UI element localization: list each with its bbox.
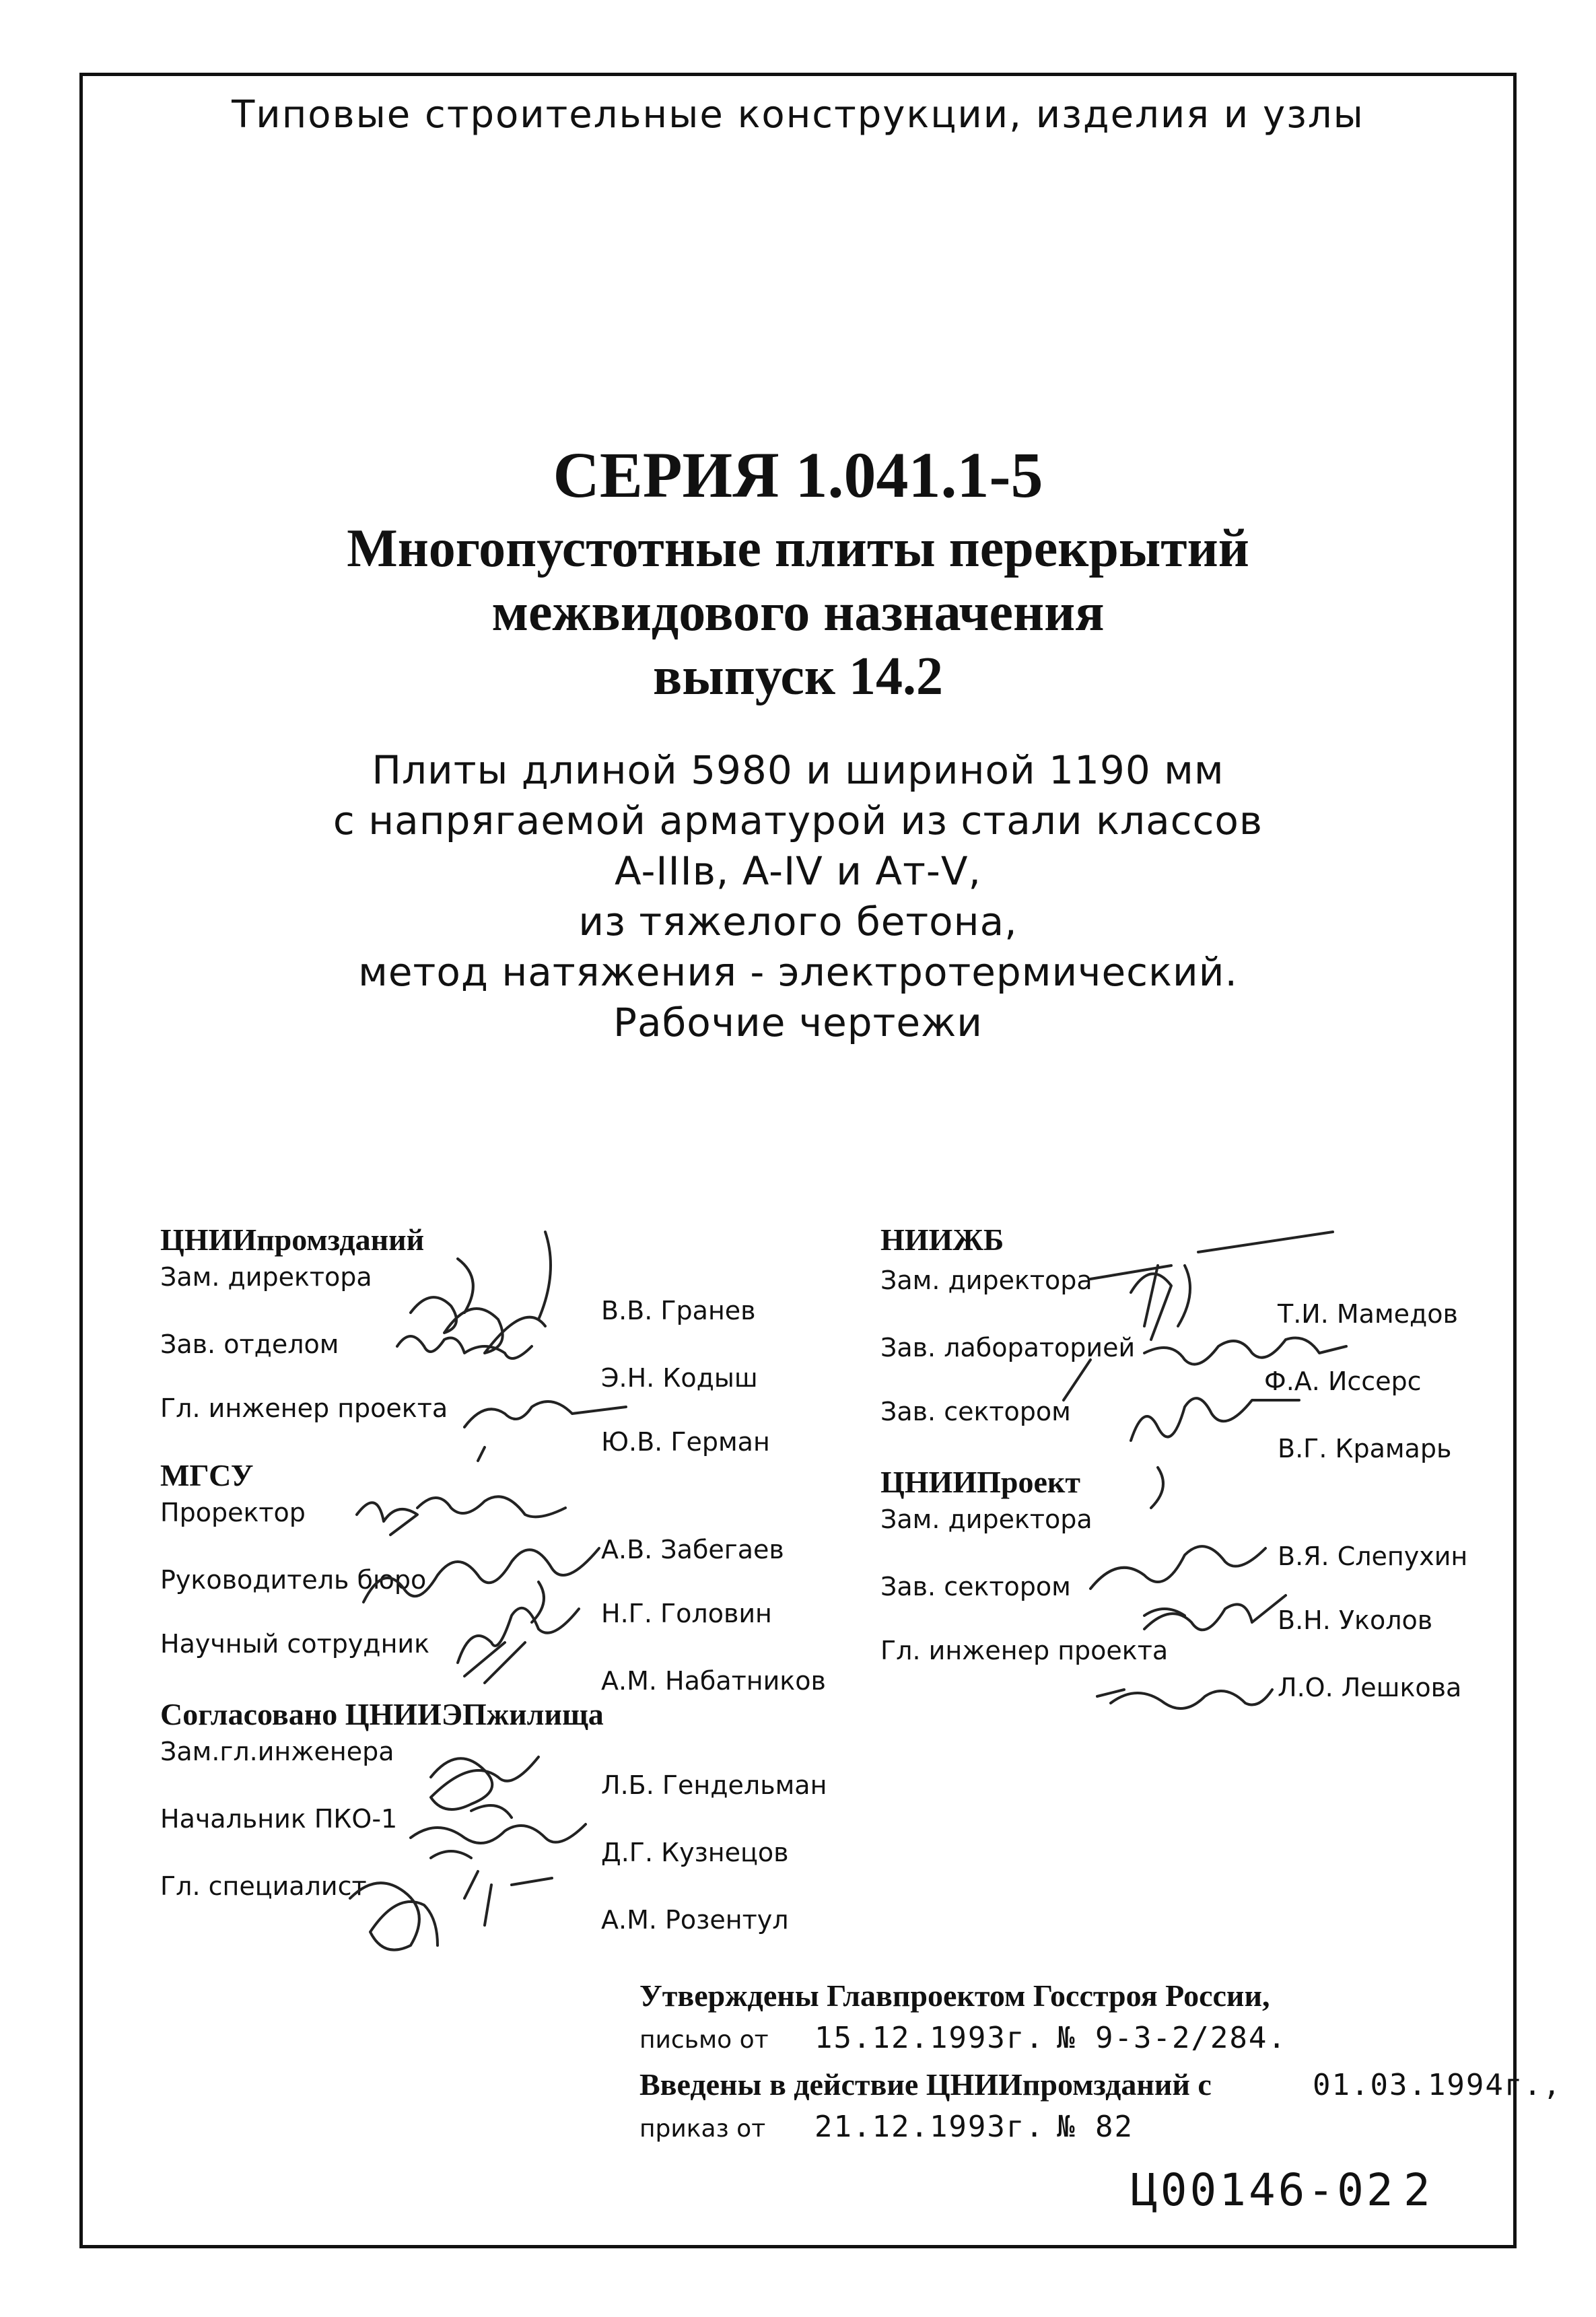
person-name: В.Г. Крамарь xyxy=(1278,1434,1452,1463)
description-line-3: A-IIIв, A-IV и Aт-V, xyxy=(615,848,981,894)
order-date: 21.12.1993г. xyxy=(814,2110,1045,2144)
org-mgsu: МГСУ xyxy=(160,1458,254,1492)
role: Научный сотрудник xyxy=(160,1629,430,1659)
role: Зав. сектором xyxy=(880,1572,1071,1601)
person-name: Э.Н. Кодыш xyxy=(601,1363,758,1393)
title-line-1: Многопустотные плиты перекрытий xyxy=(347,519,1249,578)
description-line-6: Рабочие чертежи xyxy=(613,1000,983,1045)
role: Гл. инженер проекта xyxy=(160,1393,448,1423)
role: Проректор xyxy=(160,1498,306,1527)
role: Зав. отделом xyxy=(160,1329,339,1359)
person-name: Ф.А. Иссерс xyxy=(1264,1367,1422,1396)
document-code: Ц00146-02 xyxy=(1131,2164,1396,2216)
header-line: Типовые строительные конструкции, изделия и узлы xyxy=(232,93,1364,137)
letter-date: 15.12.1993г. xyxy=(814,2021,1045,2055)
org-tsniiproekt: ЦНИИПроект xyxy=(880,1465,1081,1499)
page-number: 2 xyxy=(1403,2164,1433,2216)
signature-gendelman xyxy=(431,1757,539,1818)
title-line-3: выпуск 14.2 xyxy=(653,647,943,706)
role: Гл. инженер проекта xyxy=(880,1636,1169,1665)
approval-line-2: Введены в действие ЦНИИпромзданий с xyxy=(639,2067,1212,2102)
org-niizhb: НИИЖБ xyxy=(880,1222,1004,1257)
effective-date: 01.03.1994г., xyxy=(1313,2068,1562,2102)
person-name: В.В. Гранев xyxy=(601,1296,756,1325)
signature-mamedov xyxy=(1090,1232,1333,1340)
order-number: № 82 xyxy=(1057,2110,1134,2144)
signature-rozentul xyxy=(350,1871,552,1950)
signature-granev xyxy=(411,1232,551,1353)
signature-german xyxy=(464,1402,626,1461)
person-name: А.М. Набатников xyxy=(601,1666,826,1696)
person-name: А.М. Розентул xyxy=(601,1905,789,1935)
role: Зам. директора xyxy=(880,1266,1092,1295)
signature-nabatnikov xyxy=(458,1608,579,1683)
person-name: Л.О. Лешкова xyxy=(1278,1673,1462,1702)
person-name: А.В. Забегаев xyxy=(601,1535,784,1564)
approval-line-1: Утверждены Главпроектом Госстроя России, xyxy=(639,1978,1270,2013)
description-line-2: с напрягаемой арматурой из стали классов xyxy=(333,798,1263,843)
role: Зам.гл.инженера xyxy=(160,1737,394,1766)
role: Зам. директора xyxy=(880,1505,1092,1534)
letter-number: № 9-3-2/284. xyxy=(1057,2021,1287,2055)
role: Гл. специалист xyxy=(160,1871,367,1901)
org-tsniiepzhilishcha: Согласовано ЦНИИЭПжилища xyxy=(160,1697,604,1731)
person-name: В.Н. Уколов xyxy=(1278,1605,1433,1635)
person-name: Т.И. Мамедов xyxy=(1278,1299,1458,1329)
title-line-2: межвидового назначения xyxy=(491,583,1105,642)
org-tsniipromzdaniy: ЦНИИпромзданий xyxy=(160,1222,425,1257)
signature-kuznetsov xyxy=(411,1824,586,1858)
role: Начальник ПКО-1 xyxy=(160,1804,398,1834)
person-name: Ю.В. Герман xyxy=(601,1427,770,1457)
role: Зам. директора xyxy=(160,1262,372,1292)
person-name: В.Я. Слепухин xyxy=(1278,1542,1468,1571)
person-name: Д.Г. Кузнецов xyxy=(601,1838,789,1867)
signature-kramar xyxy=(1131,1398,1299,1508)
description-line-5: метод натяжения - электротермический. xyxy=(358,949,1238,995)
signature-zabegaev xyxy=(357,1496,565,1535)
role: Руководитель бюро xyxy=(160,1565,427,1595)
signature-ukolov xyxy=(1144,1595,1286,1630)
signature-leshkova xyxy=(1097,1690,1272,1708)
letter-label: письмо от xyxy=(639,2026,769,2054)
person-name: Л.Б. Гендельман xyxy=(601,1770,827,1800)
order-label: приказ от xyxy=(639,2115,766,2143)
signature-issers xyxy=(1064,1338,1346,1401)
signature-kodysh xyxy=(397,1336,532,1358)
signature-golovin xyxy=(363,1548,599,1622)
series-title: СЕРИЯ 1.041.1-5 xyxy=(553,439,1043,511)
role: Зав. сектором xyxy=(880,1397,1071,1426)
person-name: Н.Г. Головин xyxy=(601,1599,772,1628)
description-line-4: из тяжелого бетона, xyxy=(578,899,1018,944)
description-line-1: Плиты длиной 5980 и шириной 1190 мм xyxy=(372,747,1224,793)
role: Зав. лабораторией xyxy=(880,1333,1136,1362)
